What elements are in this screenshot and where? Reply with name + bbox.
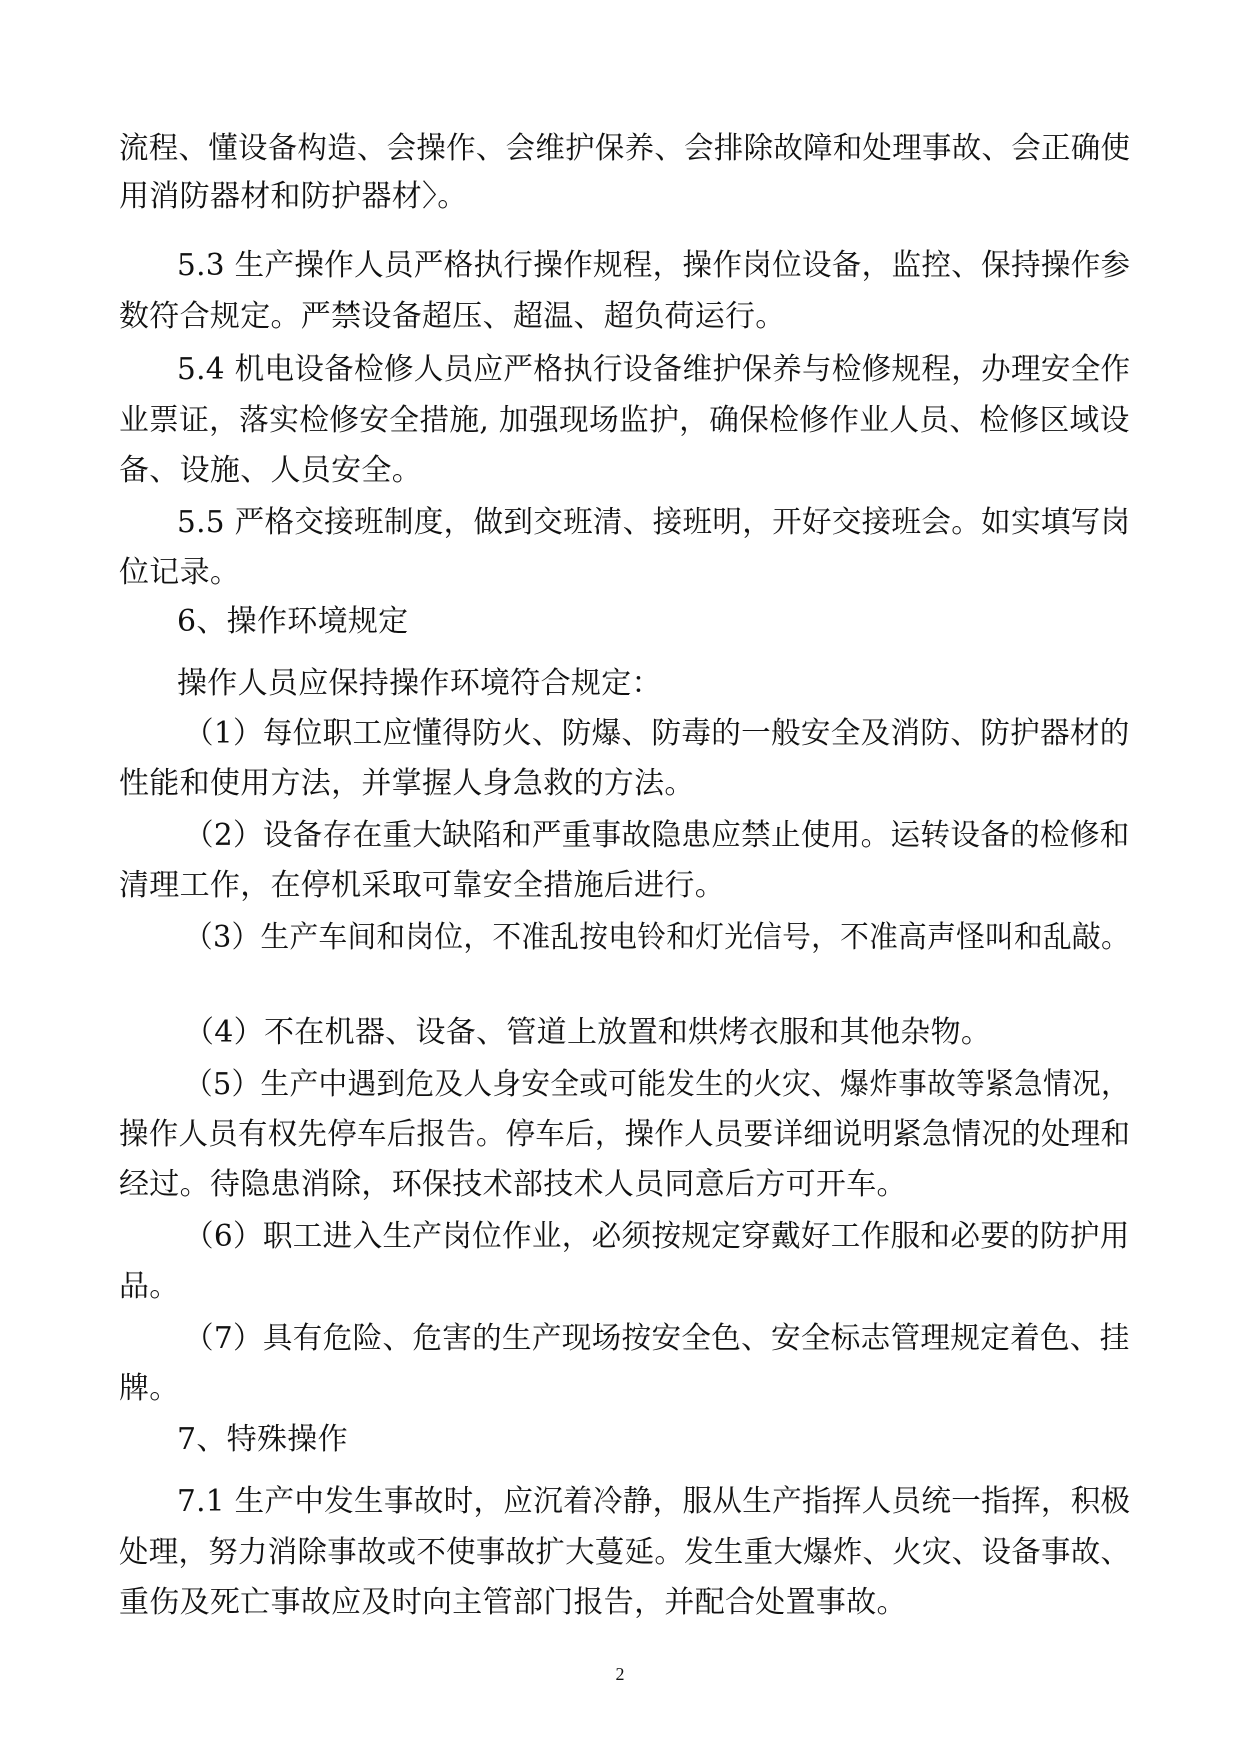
text-line: 位记录。 (119, 555, 241, 590)
list-item-5: （5）生产中遇到危及人身安全或可能发生的火灾、爆炸事故等紧急情况， (184, 1067, 1130, 1102)
text-line: 用消防器材和防护器材〉。 (119, 179, 468, 214)
text-line: 操作人员有权先停车后报告。停车后，操作人员要详细说明紧急情况的处理和 (119, 1117, 1131, 1152)
list-item-6: （6）职工进入生产岗位作业，必须按规定穿戴好工作服和必要的防护用 (184, 1219, 1130, 1254)
text-line: 备、设施、人员安全。 (119, 453, 422, 488)
text-line: 数符合规定。严禁设备超压、超温、超负荷运行。 (119, 299, 786, 334)
section-heading-6: 6、操作环境规定 (177, 604, 409, 639)
list-item-7: （7）具有危险、危害的生产现场按安全色、安全标志管理规定着色、挂 (184, 1321, 1130, 1356)
text-line: 性能和使用方法，并掌握人身急救的方法。 (119, 766, 695, 801)
list-item-2: （2）设备存在重大缺陷和严重事故隐患应禁止使用。运转设备的检修和 (184, 818, 1130, 853)
paragraph-intro: 操作人员应保持操作环境符合规定： (177, 666, 662, 701)
text-line: 流程、懂设备构造、会操作、会维护保养、会排除故障和处理事故、会正确使 (119, 131, 1131, 166)
list-item-1: （1）每位职工应懂得防火、防爆、防毒的一般安全及消防、防护器材的 (184, 716, 1130, 751)
text-line: 业票证，落实检修安全措施, 加强现场监护，确保检修作业人员、检修区域设 (119, 403, 1130, 438)
paragraph-5-5: 5.5 严格交接班制度，做到交班清、接班明，开好交接班会。如实填写岗 (177, 505, 1131, 540)
paragraph-5-3: 5.3 生产操作人员严格执行操作规程，操作岗位设备，监控、保持操作参 (177, 248, 1131, 283)
paragraph-7-1: 7.1 生产中发生事故时，应沉着冷静，服从生产指挥人员统一指挥，积极 (177, 1484, 1131, 1519)
section-heading-7: 7、特殊操作 (177, 1422, 348, 1457)
text-line: 牌。 (119, 1371, 180, 1406)
text-line: 经过。待隐患消除，环保技术部技术人员同意后方可开车。 (119, 1167, 907, 1202)
text-line: 品。 (119, 1269, 180, 1304)
text-line: 清理工作，在停机采取可靠安全措施后进行。 (119, 868, 725, 903)
list-item-3: （3）生产车间和岗位，不准乱按电铃和灯光信号，不准高声怪叫和乱敲。 (184, 920, 1130, 955)
paragraph-5-4: 5.4 机电设备检修人员应严格执行设备维护保养与检修规程，办理安全作 (177, 352, 1131, 387)
list-item-4: （4）不在机器、设备、管道上放置和烘烤衣服和其他杂物。 (184, 1015, 992, 1050)
text-line: 处理，努力消除事故或不使事故扩大蔓延。发生重大爆炸、火灾、设备事故、 (119, 1535, 1131, 1570)
page-number: 2 (615, 1664, 625, 1684)
text-line: 重伤及死亡事故应及时向主管部门报告，并配合处置事故。 (119, 1585, 907, 1620)
